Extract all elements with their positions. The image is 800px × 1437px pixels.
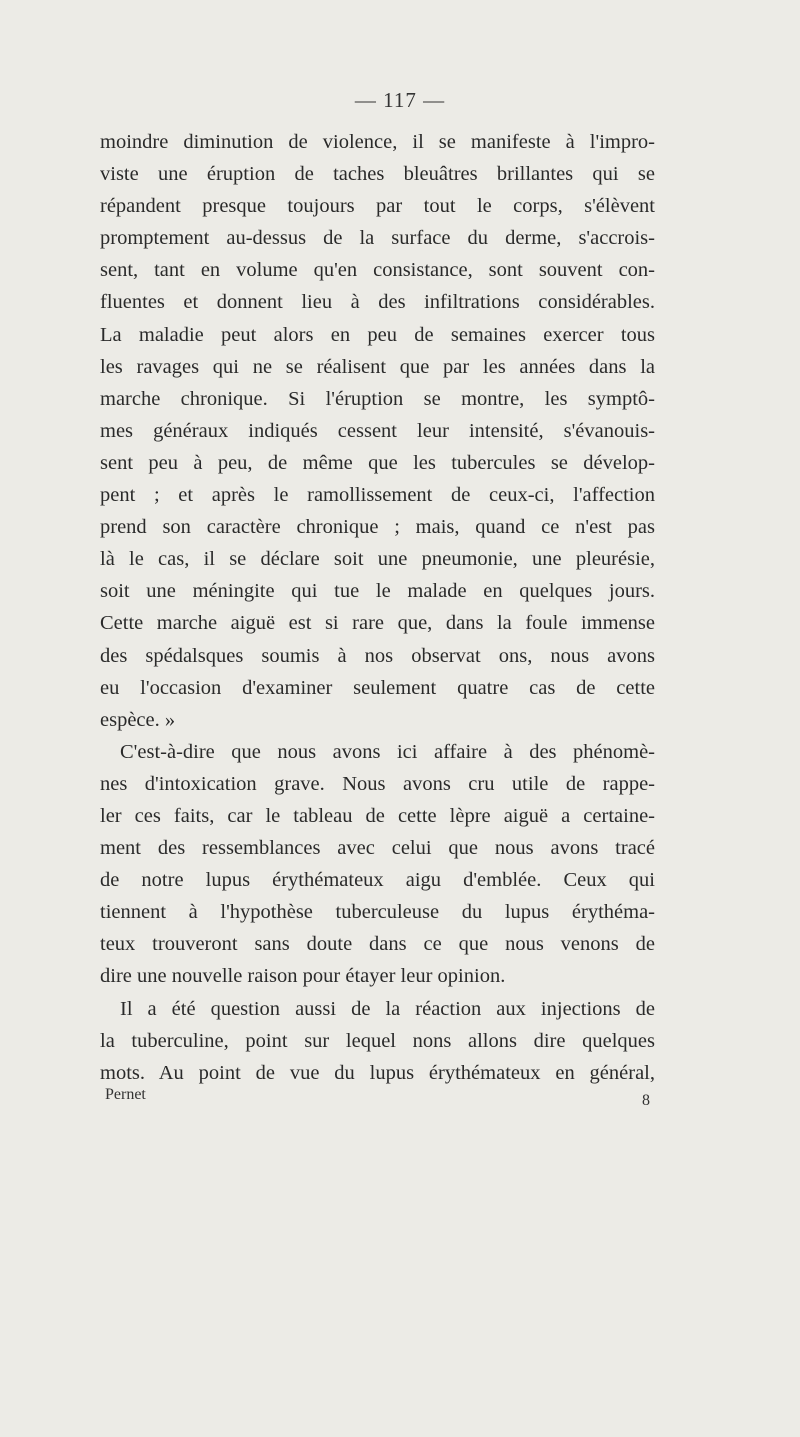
text-line: tiennent à l'hypothèse tuberculeuse du lupus érythéma- <box>100 901 655 924</box>
text-line: pent ; et après le ramollissement de ceux-ci, l'affection <box>100 484 655 507</box>
footer-author: Pernet <box>105 1086 146 1103</box>
text-line: dire une nouvelle raison pour étayer leur opinion. <box>100 965 506 988</box>
text-line: promptement au-dessus de la surface du derme, s'accrois- <box>100 227 655 250</box>
text-line: ment des ressemblances avec celui que nous avons tracé <box>100 837 655 860</box>
text-line: sent, tant en volume qu'en consistance, sont souvent con- <box>100 259 655 282</box>
text-line: eu l'occasion d'examiner seulement quatre cas de cette <box>100 676 655 699</box>
text-line: viste une éruption de taches bleuâtres brillantes qui se <box>100 163 655 186</box>
text-line: de notre lupus érythémateux aigu d'emblée. Ceux qui <box>100 869 655 892</box>
text-line: mots. Au point de vue du lupus érythémateux en général, <box>100 1061 655 1084</box>
text-line: sent peu à peu, de même que les tubercules se dévelop- <box>100 451 655 474</box>
text-line: les ravages qui ne se réalisent que par les années dans la <box>100 355 655 378</box>
text-line: La maladie peut alors en peu de semaines exercer tous <box>100 323 655 346</box>
text-line: marche chronique. Si l'éruption se montre, les symptô- <box>100 387 655 410</box>
text-line: répandent presque toujours par tout le corps, s'élèvent <box>100 195 655 218</box>
text-line: prend son caractère chronique ; mais, quand ce n'est pas <box>100 516 655 539</box>
text-line: des spédalsques soumis à nos observat ons, nous avons <box>100 644 655 667</box>
text-line: soit une méningite qui tue le malade en quelques jours. <box>100 580 655 603</box>
text-line: teux trouveront sans doute dans ce que nous venons de <box>100 933 655 956</box>
text-line: ler ces faits, car le tableau de cette lèpre aiguë a certaine- <box>100 804 655 827</box>
footer-signature-mark: 8 <box>642 1092 650 1109</box>
body-text <box>100 126 655 1089</box>
text-line: C'est-à-dire que nous avons ici affaire à des phénomè- <box>120 740 655 763</box>
text-line: espèce. » <box>100 708 176 731</box>
text-line: moindre diminution de violence, il se manifeste à l'impro- <box>100 131 655 153</box>
text-line: fluentes et donnent lieu à des infiltrations considérables. <box>100 291 655 314</box>
text-line: la tuberculine, point sur lequel nons allons dire quelques <box>100 1029 655 1052</box>
text-line: mes généraux indiqués cessent leur intensité, s'évanouis- <box>100 419 655 442</box>
text-line: là le cas, il se déclare soit une pneumonie, une pleurésie, <box>100 548 655 571</box>
text-line: nes d'intoxication grave. Nous avons cru utile de rappe- <box>100 772 655 795</box>
text-line: Cette marche aiguë est si rare que, dans la foule immense <box>100 612 655 635</box>
page-number: — 117 — <box>354 88 446 112</box>
text-line: Il a été question aussi de la réaction aux injections de <box>120 997 655 1020</box>
